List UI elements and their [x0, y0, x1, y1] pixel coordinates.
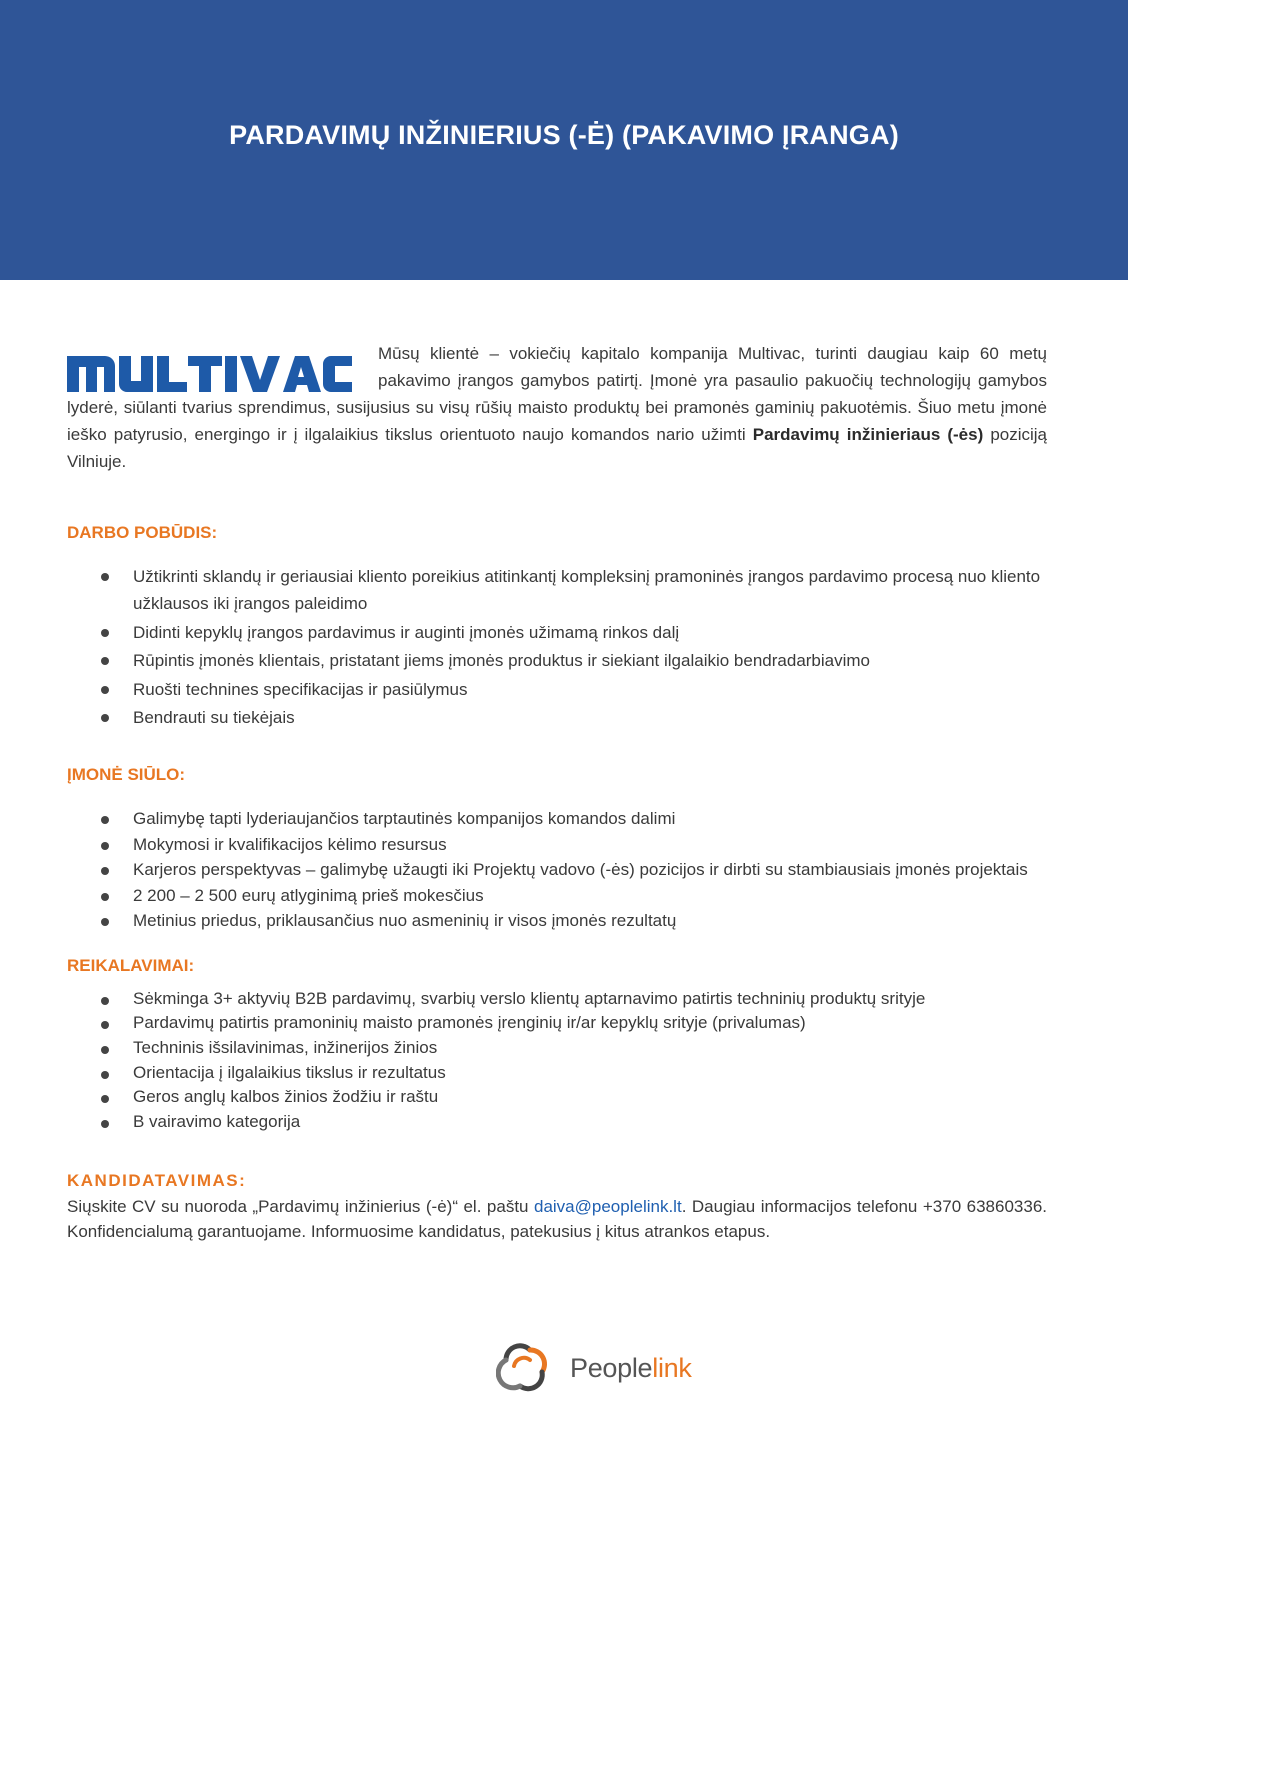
intro-text: Mūsų klientė – vokiečių kapitalo kompanija Multivac, turinti daugiau kaip 60 metų pakavimo įrangos gamybos patirtį. Įmonė yra pasaulio pakuočių technologijų gamybos lyderė, siūlanti tvarius sprendimus, susijusius su visų rūšių maisto produktų bei pramonės gaminių pakuotėmis. Šiuo metu įmonė ieško patyrusio, energingo ir į ilgalaikius tikslus orientuoto naujo komandos nario užimti — [67, 344, 1047, 444]
list-item — [67, 1061, 1047, 1086]
list-item — [67, 883, 1047, 909]
list-item-text: Bendrauti su tiekėjais — [133, 708, 295, 727]
list-item-text: B vairavimo kategorija — [133, 1112, 301, 1132]
list-item — [67, 832, 1047, 858]
duties-heading: DARBO POBŪDIS: — [67, 523, 218, 542]
list-item-text: Metinius priedus, priklausančius nuo asmeninių ir visos įmonės rezultatų — [133, 911, 677, 930]
bullet-icon — [101, 893, 109, 901]
bullet-icon — [101, 1071, 109, 1079]
list-item-text: Sėkminga 3+ aktyvių B2B pardavimų, svarbių verslo klientų aptarnavimo patirtis techninių produktų srityje — [133, 988, 926, 1008]
list-item — [67, 987, 1047, 1012]
bullet-icon — [101, 629, 109, 637]
list-item-text: Užtikrinti sklandų ir geriausiai kliento poreikius atitinkantį kompleksinį pramoninės įrangos pardavimo procesą nuo kliento užklausos iki įrangos paleidimo — [133, 567, 1041, 613]
list-item — [67, 1085, 1047, 1110]
bullet-icon — [101, 657, 109, 665]
job-title: PARDAVIMŲ INŽINIERIUS (-Ė) (PAKAVIMO ĮRANGA) — [229, 119, 899, 150]
apply-paragraph — [67, 1194, 1047, 1244]
intro-text-end: poziciją Vilniuje. — [67, 425, 1048, 471]
list-item-text: Mokymosi ir kvalifikacijos kėlimo resursus — [133, 834, 447, 854]
list-item-text: Karjeros perspektyvas – galimybę užaugti iki Projektų vadovo (-ės) pozicijos ir dirbti su stambiausiais įmonės projektais — [133, 860, 1028, 879]
requirements-heading: REIKALAVIMAI: — [67, 955, 195, 975]
bullet-icon — [101, 867, 109, 875]
brand-main: People — [570, 1352, 653, 1383]
bullet-icon — [101, 1095, 109, 1103]
peoplelink-mark-icon — [496, 1340, 552, 1396]
list-item-text: Techninis išsilavinimas, inžinerijos žinios — [133, 1037, 438, 1057]
list-item-text: 2 200 – 2 500 eurų atlyginimą prieš mokesčius — [133, 885, 484, 905]
bullet-icon — [101, 1120, 109, 1128]
bullet-icon — [101, 918, 109, 926]
multivac-logo — [67, 346, 352, 394]
offer-heading: ĮMONĖ SIŪLO: — [67, 765, 186, 784]
bullet-icon — [101, 573, 109, 581]
apply-heading: KANDIDATAVIMAS: — [67, 1170, 247, 1190]
bullet-icon — [101, 1046, 109, 1054]
list-item-text: Galimybę tapti lyderiaujančios tarptautinės kompanijos komandos dalimi — [133, 809, 676, 828]
bullet-icon — [101, 1021, 109, 1029]
list-item-text: Orientacija į ilgalaikius tikslus ir rezultatus — [133, 1062, 446, 1082]
bullet-icon — [101, 714, 109, 722]
list-item — [67, 676, 1047, 703]
apply-text: Siųskite CV su nuoroda „Pardavimų inžinierius (-ė)“ el. paštu — [67, 1196, 534, 1216]
list-item-text: Didinti kepyklų įrangos pardavimus ir auginti įmonės užimamą rinkos dalį — [133, 622, 680, 642]
list-item — [67, 1110, 1047, 1135]
list-item — [67, 704, 1047, 731]
multivac-logo-graphic — [67, 346, 352, 394]
list-item — [67, 1036, 1047, 1061]
brand-accent: link — [652, 1352, 692, 1383]
list-item-text: Rūpintis įmonės klientais, pristatant jiems įmonės produktus ir siekiant ilgalaikio bendradarbiavimo — [133, 651, 871, 670]
list-item-text: Geros anglų kalbos žinios žodžiu ir raštu — [133, 1087, 439, 1107]
apply-text-end: . Daugiau informacijos telefonu +370 63860336. Konfidencialumą garantuojame. Informuosime kandidatus, patekusius į kitus atrankos etapus. — [67, 1196, 1048, 1241]
list-item — [67, 806, 1047, 832]
bullet-icon — [101, 686, 109, 694]
bullet-icon — [101, 842, 109, 850]
list-item — [67, 647, 1047, 674]
list-item-text: Ruošti technines specifikacijas ir pasiūlymus — [133, 679, 468, 699]
intro-position-name: Pardavimų inžinieriaus (-ės) — [752, 425, 984, 444]
list-item — [67, 857, 1047, 883]
requirements-list — [67, 987, 1047, 1135]
list-item-text: Pardavimų patirtis pramoninių maisto pramonės įrenginių ir/ar kepyklų srityje (privalumas) — [133, 1013, 806, 1033]
list-item — [67, 563, 1047, 617]
list-item — [67, 908, 1047, 934]
content — [67, 340, 1047, 1244]
peoplelink-wordmark — [570, 1353, 692, 1384]
duties-list — [67, 563, 1047, 731]
bullet-icon — [101, 997, 109, 1005]
peoplelink-logo — [496, 1338, 706, 1398]
title-banner — [0, 0, 1128, 280]
bullet-icon — [101, 816, 109, 824]
offer-list — [67, 806, 1047, 934]
email-link[interactable]: daiva@peoplelink.lt — [534, 1196, 682, 1216]
list-item — [67, 619, 1047, 646]
list-item — [67, 1011, 1047, 1036]
